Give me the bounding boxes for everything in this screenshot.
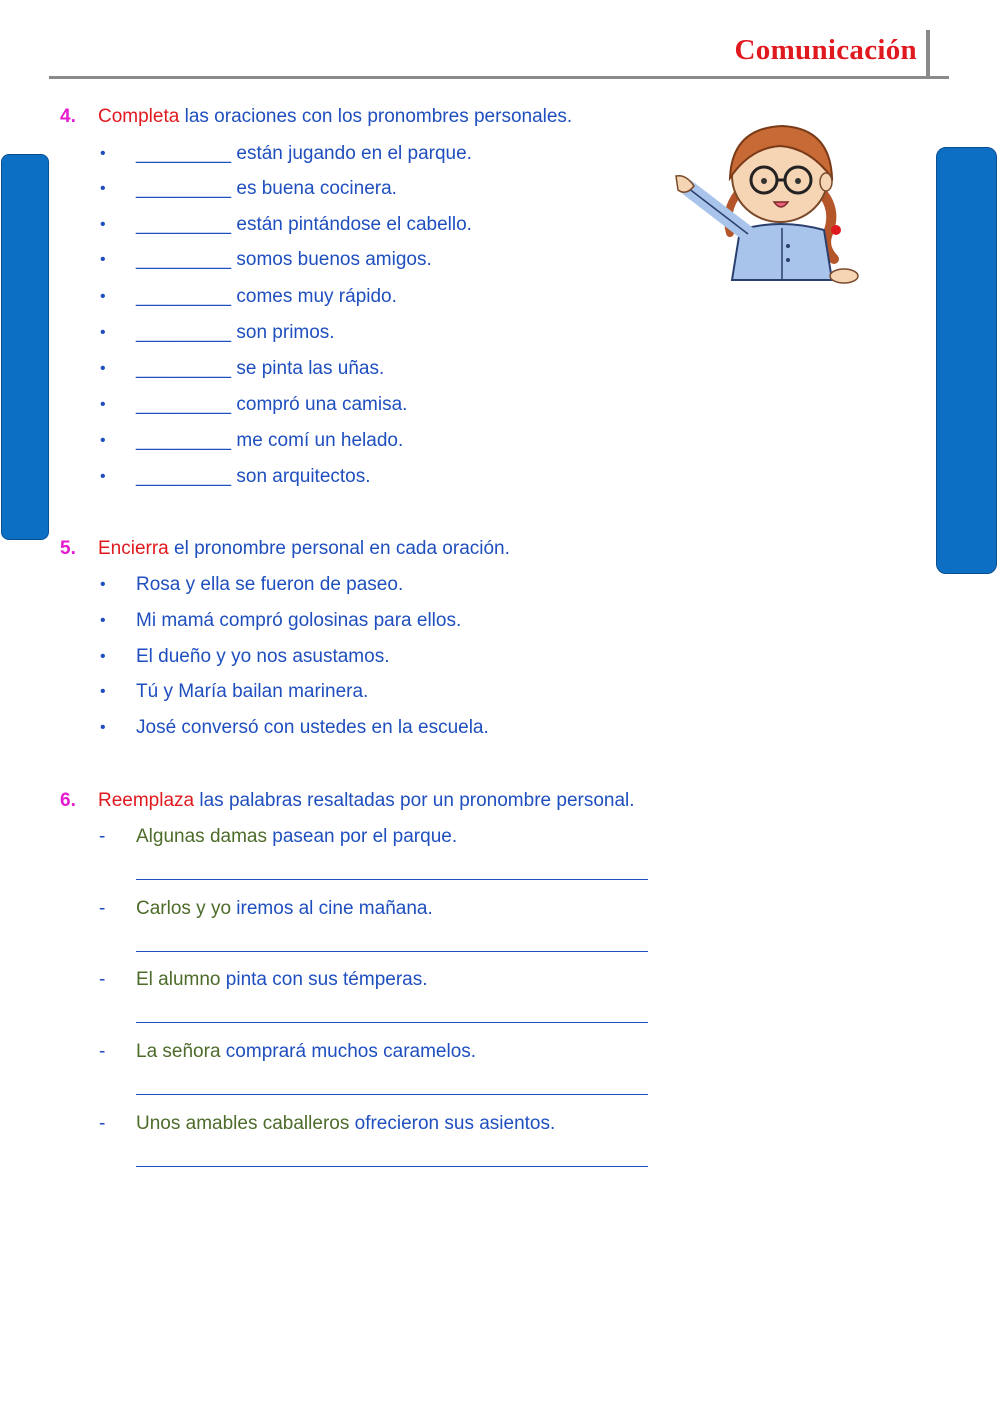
highlighted-words: Carlos y yo [136,898,232,919]
bullet-icon: • [100,180,106,197]
highlighted-words: Unos amables caballeros [136,1113,350,1134]
question-number: 6. [60,790,76,811]
list-item: José conversó con ustedes en la escuela. [136,717,489,738]
bullet-icon: • [100,683,106,700]
bullet-icon: • [100,719,106,736]
list-item: Tú y María bailan marinera. [136,681,369,702]
answer-line[interactable] [136,1166,648,1167]
list-item: _________ somos buenos amigos. [136,249,432,270]
bullet-icon: • [100,145,106,162]
dash-marker: - [99,826,106,847]
dash-marker: - [99,969,106,990]
dash-marker: - [99,1113,106,1134]
bullet-icon: • [100,396,106,413]
bullet-icon: • [100,216,106,233]
dash-marker: - [99,898,106,919]
instruction-verb: Encierra [98,538,169,559]
list-item: _________ compró una camisa. [136,394,408,415]
right-side-tab [936,147,997,574]
sentence [136,968,428,992]
question-number: 5. [60,538,76,559]
sentence [136,1040,476,1064]
list-item: _________ están pintándose el cabello. [136,214,472,235]
list-item: _________ se pinta las uñas. [136,358,385,379]
instruction-verb: Completa [98,106,180,127]
bullet-icon: • [100,648,106,665]
header-divider-vertical [926,30,930,78]
instruction-text: las palabras resaltadas por un pronombre personal. [194,790,635,811]
bullet-icon: • [100,251,106,268]
sentence-rest: comprará muchos caramelos. [220,1041,477,1062]
answer-line[interactable] [136,879,648,880]
list-item: _________ es buena cocinera. [136,178,397,199]
bullet-icon: • [100,612,106,629]
answer-line[interactable] [136,1022,648,1023]
highlighted-words: El alumno [136,969,221,990]
sentence [136,1112,555,1136]
dash-marker: - [99,1041,106,1062]
left-side-tab [1,154,49,540]
list-item: _________ están jugando en el parque. [136,143,472,164]
question-number: 4. [60,106,76,127]
instruction-text: el pronombre personal en cada oración. [168,538,510,559]
answer-line[interactable] [136,1094,648,1095]
bullet-icon: • [100,468,106,485]
instruction-text: las oraciones con los pronombres personales. [179,106,573,127]
answer-line[interactable] [136,951,648,952]
list-item: El dueño y yo nos asustamos. [136,646,390,667]
girl-with-glasses-pointing-icon [668,118,864,290]
sentence-rest: pasean por el parque. [266,826,458,847]
question-instruction [98,537,510,561]
page-title: Comunicación [734,34,917,66]
list-item: _________ comes muy rápido. [136,286,397,307]
list-item: _________ son arquitectos. [136,466,371,487]
list-item: _________ me comí un helado. [136,430,404,451]
list-item: Mi mamá compró golosinas para ellos. [136,610,462,631]
sentence-rest: ofrecieron sus asientos. [349,1113,556,1134]
sentence-rest: pinta con sus témperas. [220,969,428,990]
question-instruction [98,105,572,129]
bullet-icon: • [100,576,106,593]
bullet-icon: • [100,324,106,341]
sentence [136,897,433,921]
instruction-verb: Reemplaza [98,790,195,811]
header-divider [49,76,949,79]
bullet-icon: • [100,288,106,305]
sentence [136,825,457,849]
bullet-icon: • [100,432,106,449]
bullet-icon: • [100,360,106,377]
sentence-rest: iremos al cine mañana. [231,898,433,919]
highlighted-words: Algunas damas [136,826,267,847]
question-instruction [98,789,635,813]
list-item: _________ son primos. [136,322,335,343]
highlighted-words: La señora [136,1041,221,1062]
list-item: Rosa y ella se fueron de paseo. [136,574,404,595]
